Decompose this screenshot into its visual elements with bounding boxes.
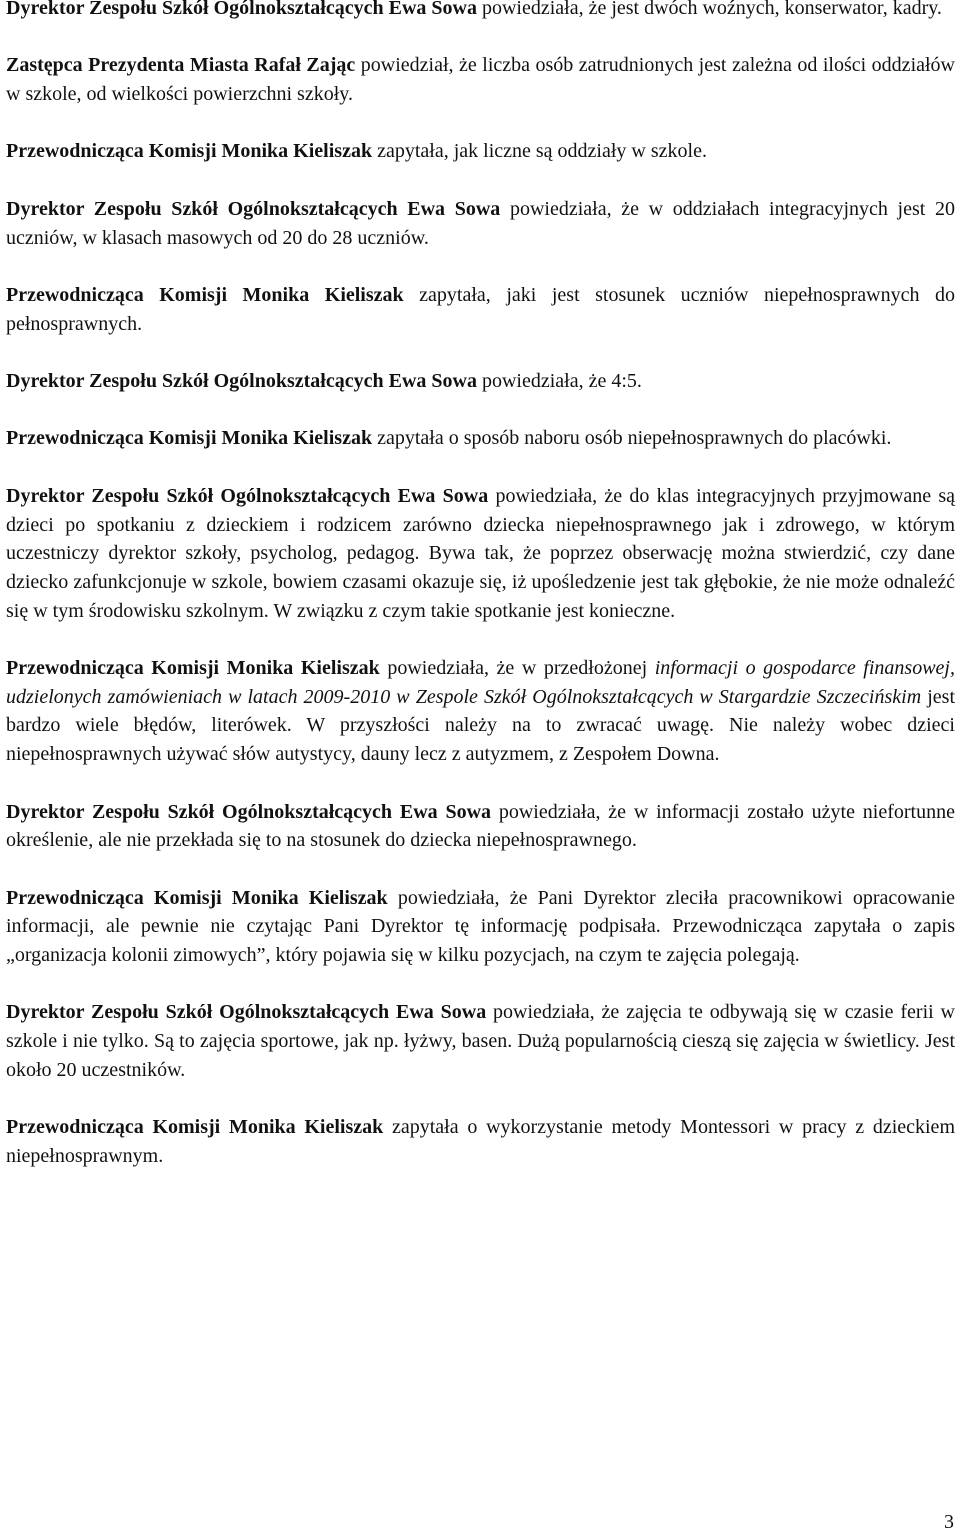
- paragraph-text: powiedziała, że w oddziałach integracyjnych jest 20 uczniów, w klasach masowych od 20 do 28 uczniów.: [6, 197, 955, 249]
- paragraph: [6, 367, 955, 396]
- italic-title: informacji o gospodarce finansowej, udzielonych zamówieniach w latach 2009-2010 w Zespole Szkół Ogólnokształcących w Stargardzie Szczecińskim: [6, 657, 955, 708]
- speaker-name: Dyrektor Zespołu Szkół Ogólnokształcących Ewa Sowa: [6, 370, 477, 393]
- paragraph: [6, 137, 955, 166]
- paragraph-text: powiedziała, że jest dwóch woźnych, konserwator, kadry.: [476, 0, 942, 19]
- paragraph: [6, 0, 955, 23]
- speaker-name: Dyrektor Zespołu Szkół Ogólnokształcących Ewa Sowa: [6, 0, 477, 19]
- paragraph: [6, 424, 955, 453]
- speaker-name: Dyrektor Zespołu Szkół Ogólnokształcących Ewa Sowa: [6, 800, 492, 823]
- speaker-name: Dyrektor Zespołu Szkół Ogólnokształcących Ewa Sowa: [6, 1001, 487, 1024]
- speaker-name: Przewodnicząca Komisji Monika Kieliszak: [6, 886, 388, 909]
- paragraph: [6, 884, 955, 970]
- paragraph: [6, 482, 955, 626]
- paragraph: [6, 51, 955, 108]
- paragraph-text: zapytała, jaki jest stosunek uczniów niepełnosprawnych do pełnosprawnych.: [6, 283, 955, 335]
- paragraph-text: powiedział, że liczba osób zatrudnionych jest zależna od ilości oddziałów w szkole, od wielkości powierzchni szkoły.: [6, 54, 955, 106]
- paragraph-text: powiedziała, że Pani Dyrektor zleciła pracownikowi opracowanie informacji, ale pewnie nie czytając Pani Dyrektor tę informację podpisała. Przewodnicząca zapytała o zapis „organizacja kolonii zimowych”, który pojawia się w kilku pozycjach, na czym te zajęcia polegają.: [6, 886, 955, 967]
- paragraph: [6, 195, 955, 252]
- page-number: 3: [944, 1511, 954, 1533]
- paragraph: [6, 654, 955, 769]
- paragraph: [6, 281, 955, 338]
- paragraph-text: powiedziała, że w informacji zostało użyte niefortunne określenie, ale nie przekłada się to na stosunek do dziecka niepełnosprawnego.: [6, 800, 955, 852]
- paragraph: [6, 998, 955, 1084]
- document-body: [6, 0, 955, 1171]
- speaker-name: Przewodnicząca Komisji Monika Kieliszak: [6, 283, 404, 306]
- paragraph-text: powiedziała, że 4:5.: [476, 370, 642, 393]
- speaker-name: Przewodnicząca Komisji Monika Kieliszak: [6, 427, 373, 450]
- paragraph-text: powiedziała, że do klas integracyjnych przyjmowane są dzieci po spotkaniu z dzieckiem i rodzicem zarówno dziecka niepełnosprawnego jak i zdrowego, w którym uczestniczy dyrektor szkoły, psycholog, pedagog. Bywa tak, że poprzez obserwację można stwierdzić, czy dane dziecko zafunkcjonuje w szkole, bowiem czasami okazuje się, iż upośledzenie jest tak głębokie, że nie może odnaleźć się w tym środowisku szkolnym. W związku z czym takie spotkanie jest konieczne.: [6, 484, 955, 622]
- speaker-name: Dyrektor Zespołu Szkół Ogólnokształcących Ewa Sowa: [6, 197, 501, 220]
- speaker-name: Dyrektor Zespołu Szkół Ogólnokształcących Ewa Sowa: [6, 484, 489, 507]
- speaker-name: Przewodnicząca Komisji Monika Kieliszak: [6, 1116, 384, 1139]
- speaker-name: Przewodnicząca Komisji Monika Kieliszak: [6, 140, 373, 163]
- paragraph-text: powiedziała, że w przedłożonej: [379, 657, 655, 680]
- speaker-name: Przewodnicząca Komisji Monika Kieliszak: [6, 657, 380, 680]
- document-page: [6, 0, 955, 1199]
- paragraph-text: zapytała o sposób naboru osób niepełnosprawnych do placówki.: [372, 427, 892, 450]
- paragraph: [6, 1113, 955, 1170]
- paragraph-text: zapytała, jak liczne są oddziały w szkole.: [372, 140, 707, 163]
- speaker-name: Zastępca Prezydenta Miasta Rafał Zając: [6, 54, 356, 77]
- paragraph-text: zapytała o wykorzystanie metody Montessori w pracy z dzieckiem niepełnosprawnym.: [6, 1116, 955, 1167]
- paragraph: [6, 798, 955, 855]
- paragraph-text: jest bardzo wiele błędów, literówek. W przyszłości należy na to zwracać uwagę. Nie należy wobec dzieci niepełnosprawnych używać słów autystycy, dauny lecz z autyzmem, z Zespołem Downa.: [6, 685, 955, 766]
- paragraph-text: powiedziała, że zajęcia te odbywają się w czasie ferii w szkole i nie tylko. Są to zajęcia sportowe, jak np. łyżwy, basen. Dużą popularnością cieszą się zajęcia w świetlicy. Jest około 20 uczestników.: [6, 1001, 955, 1081]
